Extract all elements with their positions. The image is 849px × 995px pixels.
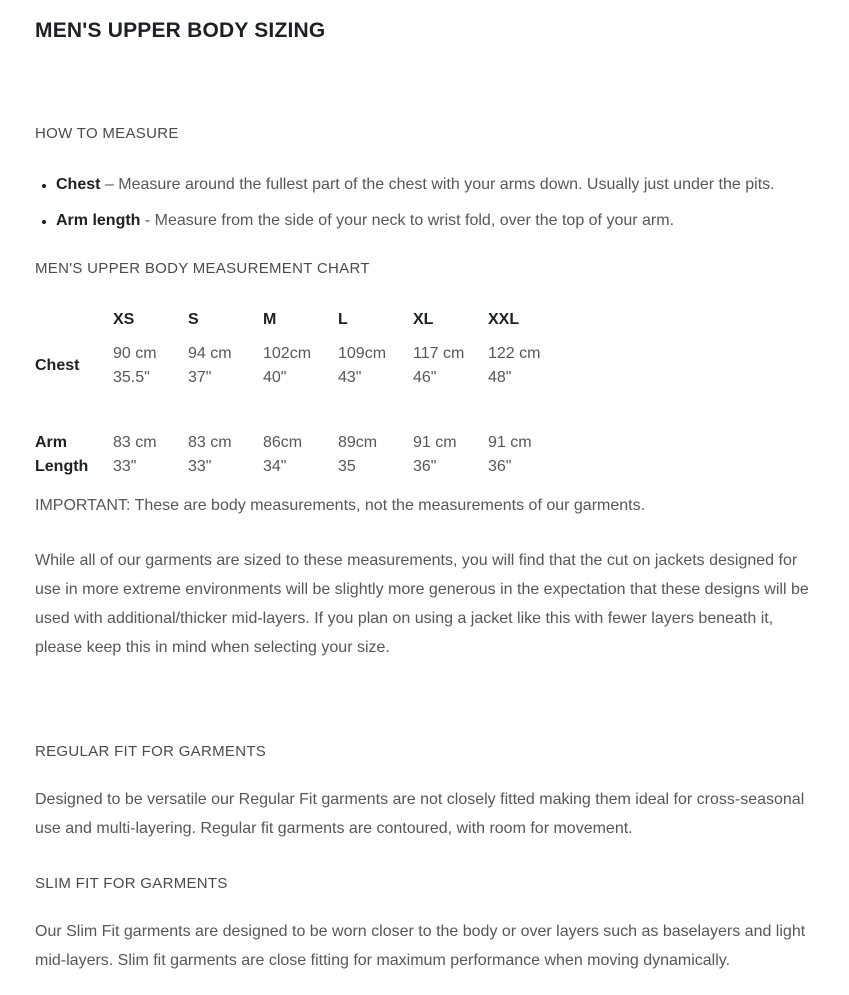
chest-cell-l (338, 342, 413, 390)
bullet-term-arm-length: Arm length (56, 212, 141, 229)
arm-cm-xs: 83 cm (113, 434, 157, 451)
chest-cell-s (188, 342, 263, 390)
size-header-l: L (338, 311, 348, 328)
important-note: IMPORTANT: These are body measurements, not the measurements of our garments. (35, 497, 646, 514)
size-header-m: M (263, 311, 277, 328)
arm-in-xl: 36" (413, 458, 437, 475)
arm-cell-l (338, 431, 413, 479)
chest-in-xl: 46" (413, 369, 437, 386)
arm-cm-m: 86cm (263, 434, 303, 451)
chest-in-l: 43" (338, 369, 362, 386)
arm-in-m: 34" (263, 458, 287, 475)
bullet-text-chest: – Measure around the fullest part of the chest with your arms down. Usually just under the pits. (104, 176, 775, 193)
size-header-s: S (188, 311, 199, 328)
arm-cell-m (263, 431, 338, 479)
arm-cm-l: 89cm (338, 434, 378, 451)
bullet-text-arm-length: - Measure from the side of your neck to wrist fold, over the top of your arm. (144, 212, 675, 229)
arm-cm-s: 83 cm (188, 434, 232, 451)
arm-length-row-label: Arm Length (35, 434, 89, 475)
regular-fit-paragraph: Designed to be versatile our Regular Fit garments are not closely fitted making them ideal for cross-seasonal use and multi-layering. Regular fit garments are contoured, with room for movement. (35, 791, 805, 837)
chest-cm-s: 94 cm (188, 345, 232, 362)
how-to-measure-heading: HOW TO MEASURE (35, 125, 179, 142)
slim-fit-paragraph: Our Slim Fit garments are designed to be worn closer to the body or over layers such as baselayers and light mid-layers. Slim fit garments are close fitting for maximum performance when moving dynamically. (35, 923, 806, 969)
arm-in-xs: 33" (113, 458, 137, 475)
arm-cell-xl (413, 431, 488, 479)
size-header-xl: XL (413, 311, 434, 328)
regular-fit-heading: REGULAR FIT FOR GARMENTS (35, 743, 267, 760)
chest-cm-xl: 117 cm (413, 345, 465, 362)
measure-bullet-list (35, 174, 820, 231)
arm-cm-xl: 91 cm (413, 434, 457, 451)
table-spacer-row (35, 390, 563, 431)
arm-in-l: 35 (338, 458, 356, 475)
chest-cm-m: 102cm (263, 345, 312, 362)
arm-cell-xxl (488, 431, 563, 479)
chest-cell-xxl (488, 342, 563, 390)
chest-cm-xs: 90 cm (113, 345, 157, 362)
arm-cell-s (188, 431, 263, 479)
size-header-xs: XS (113, 311, 135, 328)
measure-bullet-arm-length (56, 210, 820, 231)
arm-length-row (35, 431, 563, 479)
chest-cell-xs (113, 342, 188, 390)
table-corner-cell (35, 311, 113, 342)
bullet-term-chest: Chest (56, 176, 101, 193)
chest-in-m: 40" (263, 369, 287, 386)
measure-bullet-chest (56, 174, 820, 195)
chest-cm-xxl: 122 cm (488, 345, 541, 362)
chest-in-xxl: 48" (488, 369, 512, 386)
arm-in-s: 33" (188, 458, 212, 475)
chest-cell-m (263, 342, 338, 390)
arm-cell-xs (113, 431, 188, 479)
measurement-table (35, 311, 563, 479)
slim-fit-heading: SLIM FIT FOR GARMENTS (35, 875, 228, 892)
chest-cm-l: 109cm (338, 345, 387, 362)
chest-in-xs: 35.5" (113, 369, 150, 386)
measurement-chart-heading: MEN'S UPPER BODY MEASUREMENT CHART (35, 260, 370, 277)
arm-cm-xxl: 91 cm (488, 434, 532, 451)
arm-in-xxl: 36" (488, 458, 512, 475)
chest-in-s: 37" (188, 369, 212, 386)
size-header-xxl: XXL (488, 311, 520, 328)
page-title: MEN'S UPPER BODY SIZING (35, 19, 326, 42)
chest-row (35, 342, 563, 390)
table-header-row (35, 311, 563, 342)
chest-cell-xl (413, 342, 488, 390)
chest-row-label: Chest (35, 357, 80, 374)
sizing-note-paragraph: While all of our garments are sized to these measurements, you will find that the cut on jackets designed for use in more extreme environments will be slightly more generous in the expectation that these designs will be used with additional/thicker mid-layers. If you plan on using a jacket like this with fewer layers beneath it, please keep this in mind when selecting your size. (35, 552, 809, 656)
